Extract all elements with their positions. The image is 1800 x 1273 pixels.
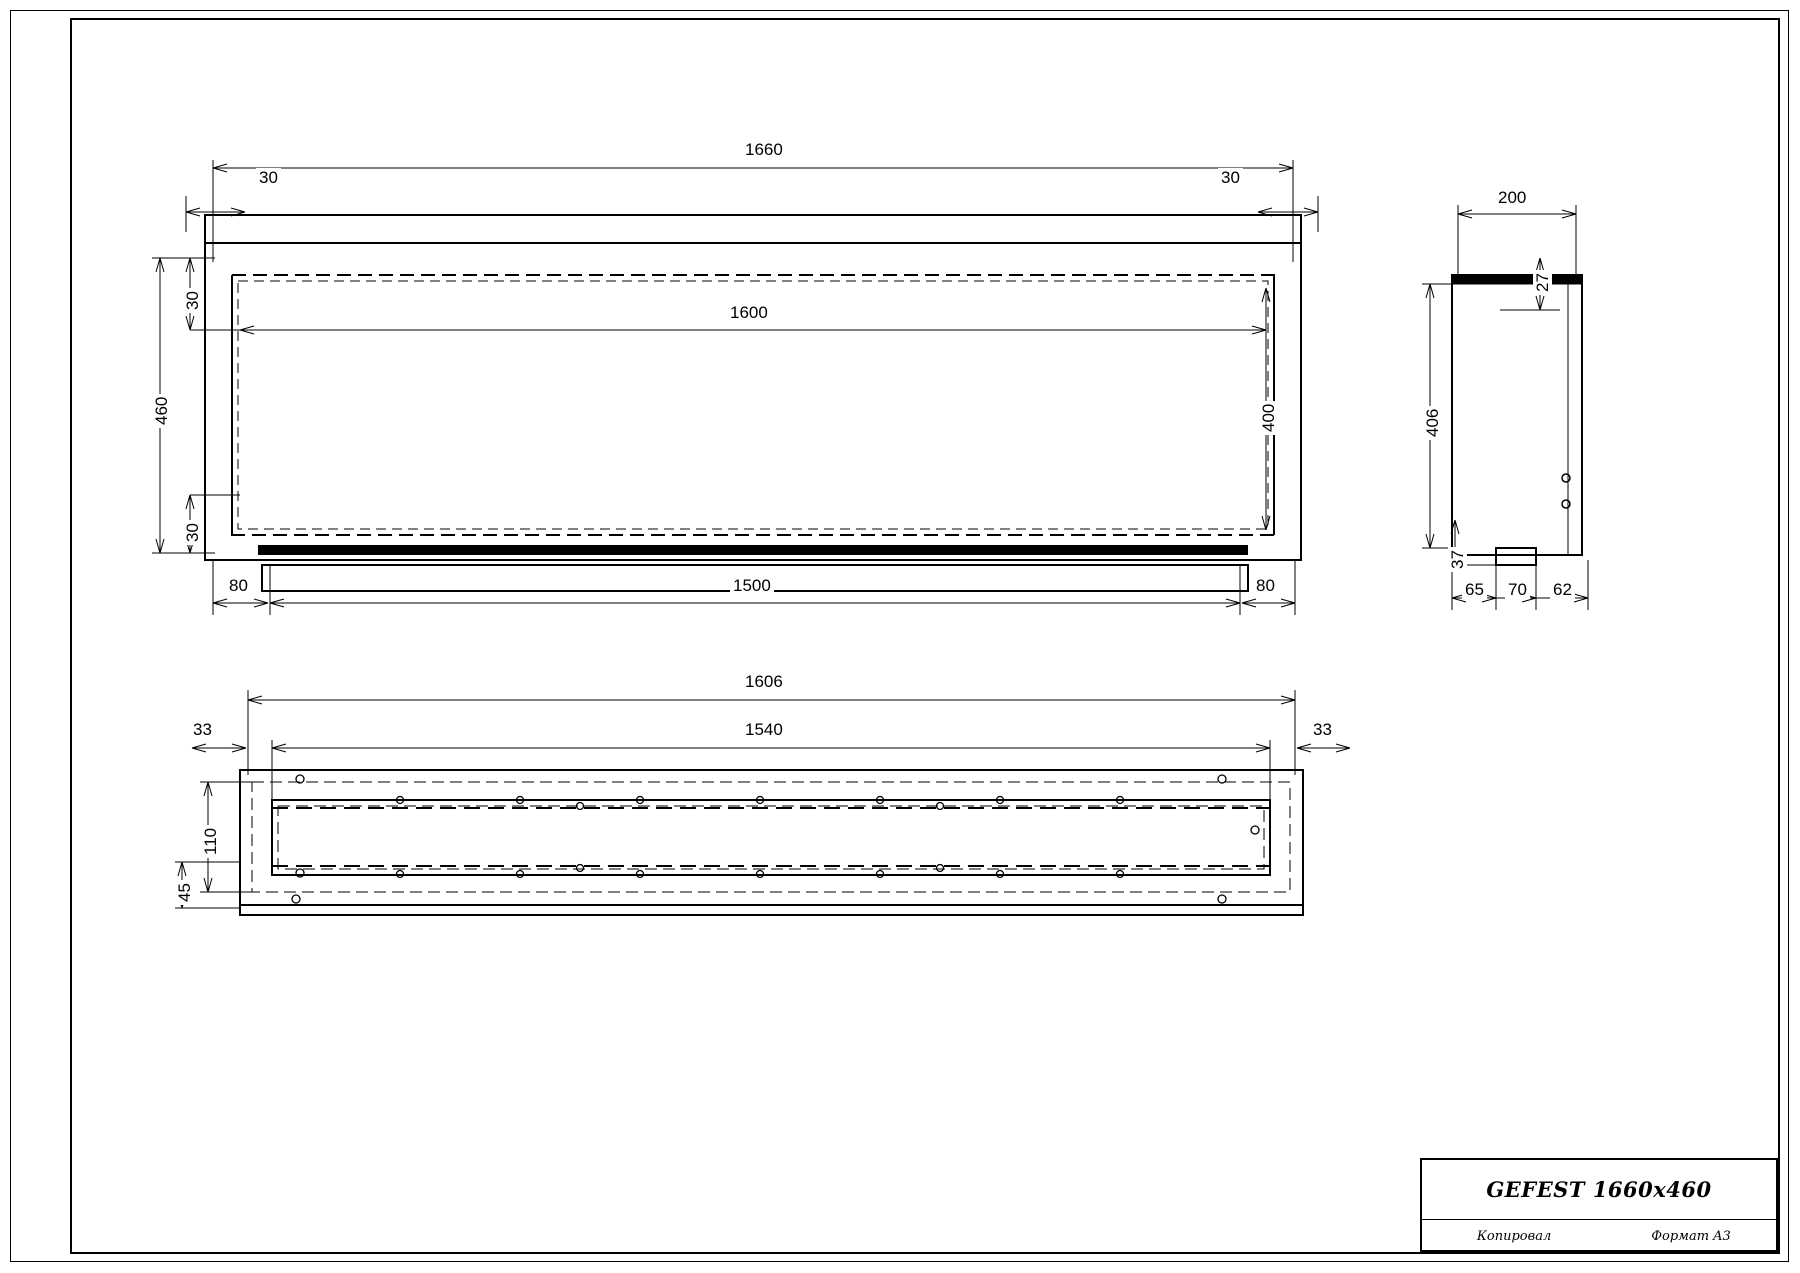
dim-top-edge-depth: 45 [175, 880, 194, 905]
dim-side-top-flange: 27 [1533, 270, 1552, 295]
dim-front-base-width: 1500 [730, 576, 774, 595]
copied-by-label: Копировал [1476, 1228, 1552, 1244]
dim-top-right-offset: 33 [1310, 720, 1335, 739]
dim-front-top-offset: 30 [183, 288, 202, 313]
dim-front-inner-width: 1600 [727, 303, 771, 322]
dim-front-left-offset: 30 [256, 168, 281, 187]
dim-side-depth: 200 [1495, 188, 1529, 207]
dim-top-left-offset: 33 [190, 720, 215, 739]
dim-side-seg-mid: 70 [1505, 580, 1530, 599]
dim-front-overall-width: 1660 [742, 140, 786, 159]
title-block-footer [1422, 1220, 1776, 1252]
dim-front-right-offset: 30 [1218, 168, 1243, 187]
dim-front-inner-height: 400 [1259, 401, 1278, 435]
dim-side-height: 406 [1423, 406, 1442, 440]
drawing-title: GEFEST 1660x460 [1486, 1177, 1712, 1202]
dim-top-inner-length: 1540 [742, 720, 786, 739]
dim-top-inner-depth: 110 [201, 825, 220, 858]
dim-side-foot-height: 37 [1448, 547, 1467, 572]
title-block-main [1422, 1160, 1776, 1220]
dim-front-base-right: 80 [1253, 576, 1278, 595]
sheet-format-label: Формат A3 [1651, 1228, 1731, 1244]
dim-top-overall-length: 1606 [742, 672, 786, 691]
dim-front-base-left: 80 [226, 576, 251, 595]
dim-side-seg-left: 65 [1462, 580, 1487, 599]
dim-front-bottom-offset: 30 [183, 520, 202, 545]
dim-side-seg-right: 62 [1550, 580, 1575, 599]
title-block [1420, 1158, 1778, 1252]
dim-front-overall-height: 460 [152, 394, 171, 428]
